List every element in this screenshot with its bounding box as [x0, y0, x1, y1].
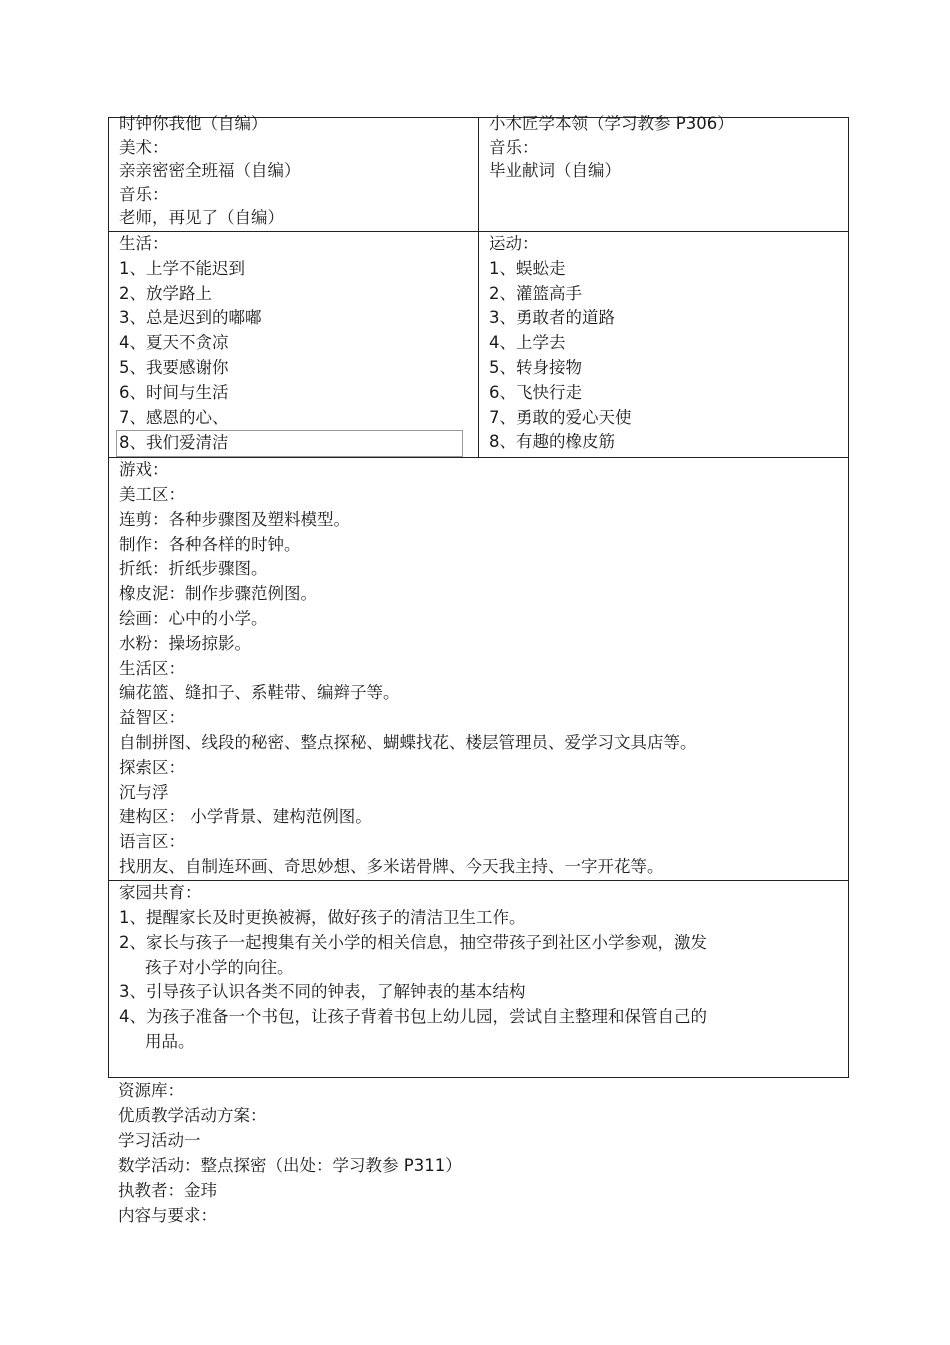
resource-section	[118, 1078, 462, 1228]
text-line: 毕业献词（自编）	[489, 161, 621, 180]
table-row	[109, 458, 849, 881]
text-line: 探索区：	[119, 757, 185, 777]
text-line: 编花篮、缝扣子、系鞋带、编辫子等。	[119, 683, 400, 703]
list-item: 4、夏天不贪凉	[119, 333, 229, 353]
text-line: 数学活动：整点探密（出处：学习教参 P311）	[118, 1156, 462, 1175]
list-item: 5、转身接物	[489, 357, 582, 377]
list-item: 5、我要感谢你	[119, 357, 229, 377]
text-line: 美术：	[119, 137, 169, 157]
list-item-continuation: 用品。	[145, 1031, 195, 1051]
text-line: 连剪：各种步骤图及塑料模型。	[119, 509, 350, 529]
list-item: 2、灌篮高手	[489, 283, 582, 303]
sports-cell	[479, 232, 849, 458]
text-line: 制作：各种各样的时钟。	[119, 534, 301, 554]
arts-cell-right	[479, 114, 849, 232]
text-line: 美工区：	[119, 484, 185, 504]
table-row	[109, 881, 849, 1078]
games-title: 游戏：	[119, 460, 169, 480]
list-item: 1、上学不能迟到	[119, 258, 245, 278]
list-item: 2、家长与孩子一起搜集有关小学的相关信息，抽空带孩子到社区小学参观，激发	[119, 932, 707, 952]
text-line: 绘画：心中的小学。	[119, 608, 268, 628]
list-item: 1、蜈蚣走	[489, 258, 566, 278]
text-line: 优质教学活动方案：	[118, 1106, 267, 1125]
text-line: 学习活动一	[118, 1131, 201, 1150]
list-item: 8、我们爱清洁	[116, 430, 463, 457]
text-line: 橡皮泥：制作步骤范例图。	[119, 584, 317, 604]
list-item: 6、时间与生活	[119, 382, 229, 402]
text-line: 建构区： 小学背景、建构范例图。	[119, 807, 372, 827]
list-item: 3、勇敢者的道路	[489, 308, 615, 328]
list-item: 4、为孩子准备一个书包，让孩子背着书包上幼儿园，尝试自主整理和保管自己的	[119, 1007, 707, 1027]
text-line: 时钟你我他（自编）	[119, 114, 268, 133]
list-item: 3、引导孩子认识各类不同的钟表，了解钟表的基本结构	[119, 982, 526, 1002]
text-line: 折纸：折纸步骤图。	[119, 559, 268, 579]
text-line: 执教者：金玮	[118, 1181, 217, 1200]
list-item: 6、飞快行走	[489, 382, 582, 402]
text-line: 生活区：	[119, 658, 185, 678]
text-line: 益智区：	[119, 708, 185, 728]
text-line: 内容与要求：	[118, 1206, 217, 1225]
home-cell	[109, 881, 849, 1078]
table-row	[109, 118, 849, 232]
text-line: 沉与浮	[119, 782, 169, 802]
text-line: 小木匠学本领（学习教参 P306）	[489, 114, 734, 133]
games-cell	[109, 458, 849, 881]
arts-cell-left	[109, 114, 479, 232]
text-line: 音乐：	[119, 184, 169, 204]
list-item: 7、勇敢的爱心天使	[489, 407, 632, 427]
text-line: 亲亲密密全班福（自编）	[119, 161, 301, 180]
text-line: 老师，再见了（自编）	[119, 208, 284, 227]
sports-title: 运动：	[489, 234, 539, 253]
text-line: 语言区：	[119, 832, 185, 852]
text-line: 水粉：操场掠影。	[119, 633, 251, 653]
plan-table	[108, 114, 849, 1078]
list-item: 7、感恩的心、	[119, 407, 229, 427]
text-line: 资源库：	[118, 1081, 184, 1100]
home-title: 家园共育：	[119, 883, 202, 903]
list-item: 3、总是迟到的嘟嘟	[119, 308, 262, 328]
text-line: 自制拼图、线段的秘密、整点探秘、蝴蝶找花、楼层管理员、爱学习文具店等。	[119, 732, 697, 752]
text-line: 找朋友、自制连环画、奇思妙想、多米诺骨牌、今天我主持、一字开花等。	[119, 856, 664, 876]
list-item: 8、有趣的橡皮筋	[489, 432, 615, 452]
table-row	[109, 232, 849, 458]
list-item: 2、放学路上	[119, 283, 212, 303]
list-item-continuation: 孩子对小学的向往。	[145, 957, 294, 977]
text-line: 音乐：	[489, 137, 539, 157]
life-title: 生活：	[119, 234, 169, 253]
list-item: 4、上学去	[489, 333, 566, 353]
list-item: 1、提醒家长及时更换被褥，做好孩子的清洁卫生工作。	[119, 907, 526, 927]
life-cell	[109, 232, 479, 458]
